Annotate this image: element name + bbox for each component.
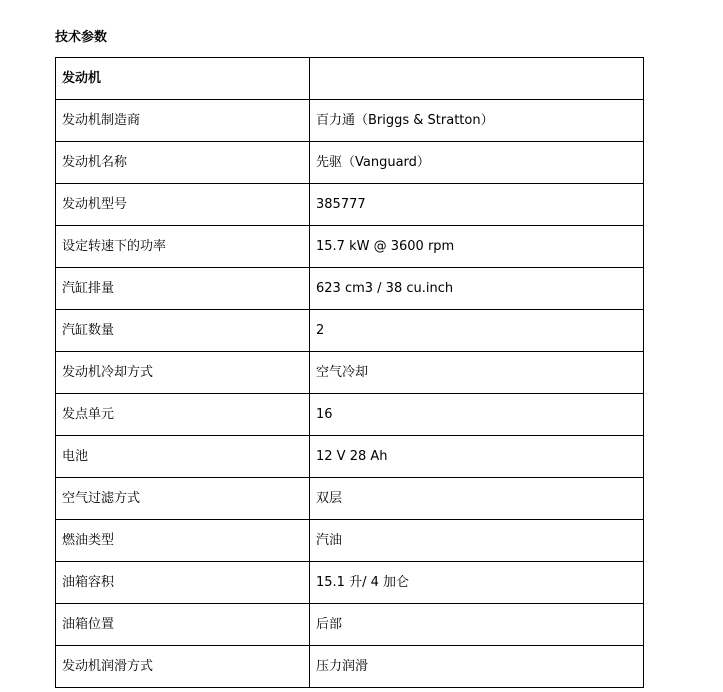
table-header-row [56, 58, 644, 100]
table-row [56, 352, 644, 394]
row-value: 百力通（Briggs & Stratton） [310, 100, 644, 142]
table-row [56, 310, 644, 352]
row-label: 电池 [56, 436, 310, 478]
table-row [56, 142, 644, 184]
table-row [56, 520, 644, 562]
section-title: 技术参数 [55, 30, 108, 45]
row-value: 16 [310, 394, 644, 436]
row-value: 空气冷却 [310, 352, 644, 394]
table-row [56, 436, 644, 478]
row-value: 15.7 kW @ 3600 rpm [310, 226, 644, 268]
row-value: 先驱（Vanguard） [310, 142, 644, 184]
row-label: 发动机润滑方式 [56, 646, 310, 688]
table-row [56, 226, 644, 268]
row-label: 油箱位置 [56, 604, 310, 646]
row-value: 2 [310, 310, 644, 352]
row-label: 油箱容积 [56, 562, 310, 604]
row-label: 燃油类型 [56, 520, 310, 562]
row-value: 15.1 升/ 4 加仑 [310, 562, 644, 604]
table-header-label: 发动机 [56, 58, 310, 100]
row-value: 623 cm3 / 38 cu.inch [310, 268, 644, 310]
table-row [56, 646, 644, 688]
table-row [56, 478, 644, 520]
row-label: 发动机型号 [56, 184, 310, 226]
row-label: 汽缸数量 [56, 310, 310, 352]
engine-spec-table [55, 57, 644, 688]
table-row [56, 268, 644, 310]
table-row [56, 604, 644, 646]
table-row [56, 184, 644, 226]
row-label: 汽缸排量 [56, 268, 310, 310]
row-label: 设定转速下的功率 [56, 226, 310, 268]
table-row [56, 562, 644, 604]
row-label: 发动机冷却方式 [56, 352, 310, 394]
row-value: 压力润滑 [310, 646, 644, 688]
row-value: 汽油 [310, 520, 644, 562]
row-value: 12 V 28 Ah [310, 436, 644, 478]
row-label: 发点单元 [56, 394, 310, 436]
row-value: 后部 [310, 604, 644, 646]
row-label: 发动机制造商 [56, 100, 310, 142]
row-value: 双层 [310, 478, 644, 520]
row-label: 发动机名称 [56, 142, 310, 184]
table-row [56, 100, 644, 142]
row-value: 385777 [310, 184, 644, 226]
table-row [56, 394, 644, 436]
table-header-value [310, 58, 644, 100]
row-label: 空气过滤方式 [56, 478, 310, 520]
